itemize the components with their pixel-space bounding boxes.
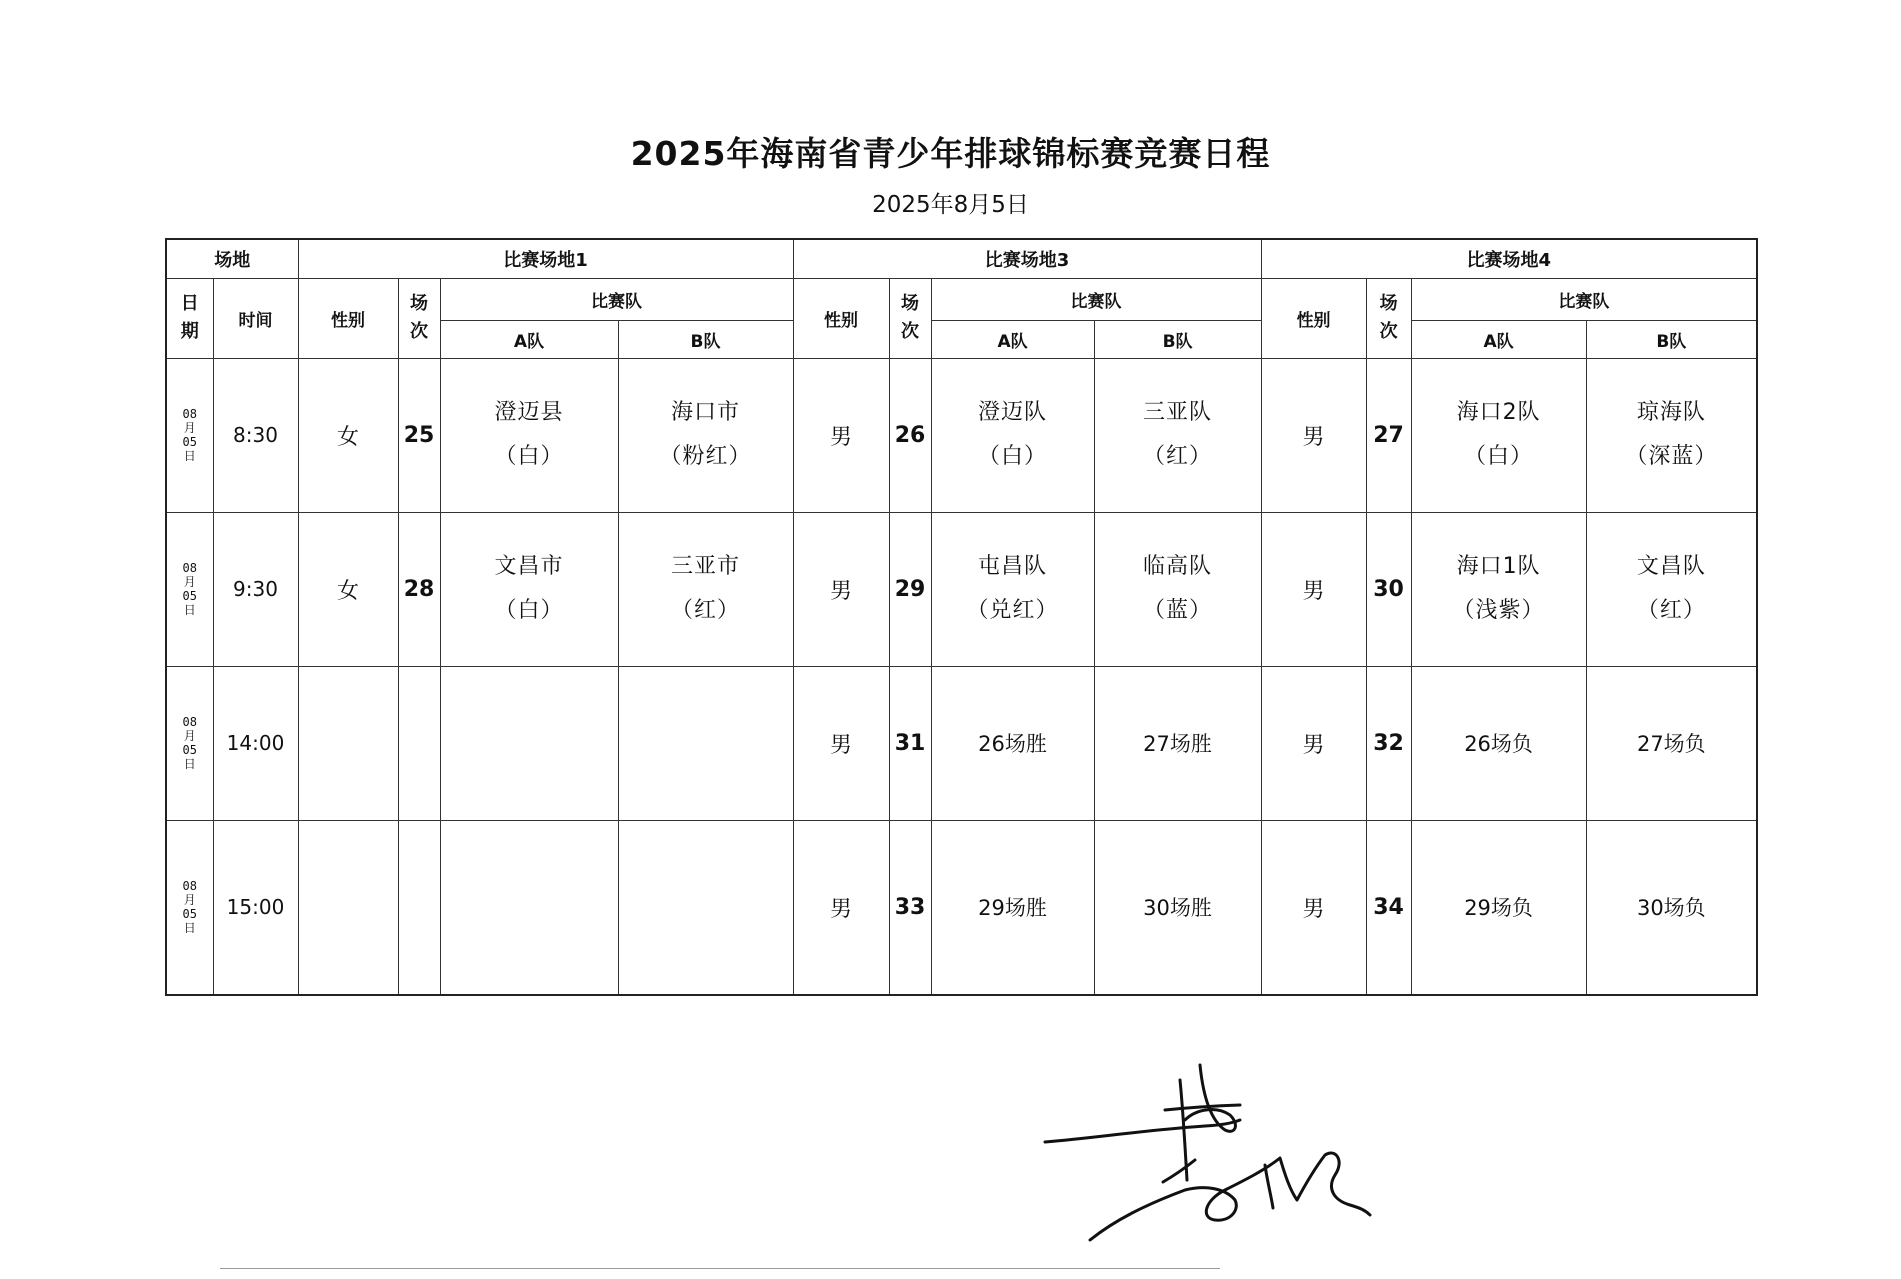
- venue-4-gender: 男: [1261, 358, 1366, 512]
- venue-1-team-b: [618, 820, 793, 995]
- venue-4-match-number: 27: [1366, 358, 1411, 512]
- row-date: 08 月 05 日: [166, 820, 213, 995]
- venue-3-match-header: 场 次: [889, 278, 931, 358]
- venue-3-match-number: 29: [889, 512, 931, 666]
- venue-1-team-b-header: B队: [618, 320, 793, 358]
- venue-3-gender-header: 性别: [793, 278, 889, 358]
- table-row: [166, 358, 1757, 512]
- venue-1-match-header: 场 次: [398, 278, 440, 358]
- row-date: 08 月 05 日: [166, 512, 213, 666]
- date-label-char: 期: [180, 321, 199, 342]
- venue-4-match-number: 30: [1366, 512, 1411, 666]
- date-column-header: [166, 278, 213, 358]
- venue-1-gender: 女: [298, 512, 398, 666]
- venue-1-team-b: 海口市 （粉红）: [618, 358, 793, 512]
- venue-4-gender-header: 性别: [1261, 278, 1366, 358]
- table-row: [166, 820, 1757, 995]
- venue-1-header: 比赛场地1: [298, 239, 793, 278]
- venue-4-match-number: 32: [1366, 666, 1411, 820]
- venue-1-gender-header: 性别: [298, 278, 398, 358]
- venue-1-teams-header: 比赛队: [440, 278, 793, 320]
- venue-1-team-a: [440, 666, 618, 820]
- venue-4-team-a: 29场负: [1411, 820, 1586, 995]
- row-time: 14:00: [213, 666, 298, 820]
- venue-4-match-number: 34: [1366, 820, 1411, 995]
- venue-3-team-a-header: A队: [931, 320, 1094, 358]
- venue-3-header: 比赛场地3: [793, 239, 1261, 278]
- venue-label: 场地: [166, 239, 298, 278]
- page-title: 2025年海南省青少年排球锦标赛竞赛日程: [630, 134, 1271, 173]
- venue-3-gender: 男: [793, 512, 889, 666]
- venue-3-match-number: 26: [889, 358, 931, 512]
- handwritten-signature: [1035, 1050, 1375, 1250]
- venue-4-teams-header: 比赛队: [1411, 278, 1757, 320]
- venue-1-gender: [298, 820, 398, 995]
- table-row: [166, 512, 1757, 666]
- schedule-table: [165, 238, 1758, 996]
- row-time: 15:00: [213, 820, 298, 995]
- venue-4-team-b: 27场负: [1586, 666, 1757, 820]
- venue-3-team-b: 27场胜: [1094, 666, 1261, 820]
- venue-3-team-b: 临高队 （蓝）: [1094, 512, 1261, 666]
- venue-3-team-a: 屯昌队 （兑红）: [931, 512, 1094, 666]
- venue-1-team-a-header: A队: [440, 320, 618, 358]
- venue-4-team-a: 26场负: [1411, 666, 1586, 820]
- venue-1-match-number: 28: [398, 512, 440, 666]
- venue-4-team-b: 琼海队 （深蓝）: [1586, 358, 1757, 512]
- venue-4-team-a: 海口2队 （白）: [1411, 358, 1586, 512]
- venue-4-team-a-header: A队: [1411, 320, 1586, 358]
- row-date: 08 月 05 日: [166, 666, 213, 820]
- venue-4-team-a: 海口1队 （浅紫）: [1411, 512, 1586, 666]
- venue-3-gender: 男: [793, 358, 889, 512]
- venue-3-gender: 男: [793, 666, 889, 820]
- venue-4-gender: 男: [1261, 666, 1366, 820]
- venue-3-match-number: 33: [889, 820, 931, 995]
- venue-3-gender: 男: [793, 820, 889, 995]
- venue-1-match-number: 25: [398, 358, 440, 512]
- venue-4-gender: 男: [1261, 820, 1366, 995]
- venue-4-gender: 男: [1261, 512, 1366, 666]
- venue-3-team-a: 26场胜: [931, 666, 1094, 820]
- header-row-venues: [166, 239, 1757, 278]
- venue-3-teams-header: 比赛队: [931, 278, 1261, 320]
- venue-1-team-a: [440, 820, 618, 995]
- time-column-header: 时间: [213, 278, 298, 358]
- venue-1-gender: [298, 666, 398, 820]
- venue-1-match-number: [398, 820, 440, 995]
- venue-3-team-a: 29场胜: [931, 820, 1094, 995]
- venue-3-match-number: 31: [889, 666, 931, 820]
- venue-1-team-a: 澄迈县 （白）: [440, 358, 618, 512]
- page-bottom-rule: [220, 1268, 1220, 1269]
- venue-4-header: 比赛场地4: [1261, 239, 1757, 278]
- venue-1-team-a: 文昌市 （白）: [440, 512, 618, 666]
- venue-4-team-b: 30场负: [1586, 820, 1757, 995]
- venue-3-team-b-header: B队: [1094, 320, 1261, 358]
- row-date: 08 月 05 日: [166, 358, 213, 512]
- schedule-date: 2025年8月5日: [872, 192, 1029, 218]
- venue-1-gender: 女: [298, 358, 398, 512]
- header-row-fields: [166, 278, 1757, 320]
- table-row: [166, 666, 1757, 820]
- date-label-char: 日: [180, 293, 199, 314]
- venue-3-team-a: 澄迈队 （白）: [931, 358, 1094, 512]
- venue-3-team-b: 30场胜: [1094, 820, 1261, 995]
- venue-1-team-b: [618, 666, 793, 820]
- row-time: 8:30: [213, 358, 298, 512]
- venue-3-team-b: 三亚队 （红）: [1094, 358, 1261, 512]
- venue-4-team-b-header: B队: [1586, 320, 1757, 358]
- venue-1-match-number: [398, 666, 440, 820]
- venue-1-team-b: 三亚市 （红）: [618, 512, 793, 666]
- venue-4-match-header: 场 次: [1366, 278, 1411, 358]
- row-time: 9:30: [213, 512, 298, 666]
- venue-4-team-b: 文昌队 （红）: [1586, 512, 1757, 666]
